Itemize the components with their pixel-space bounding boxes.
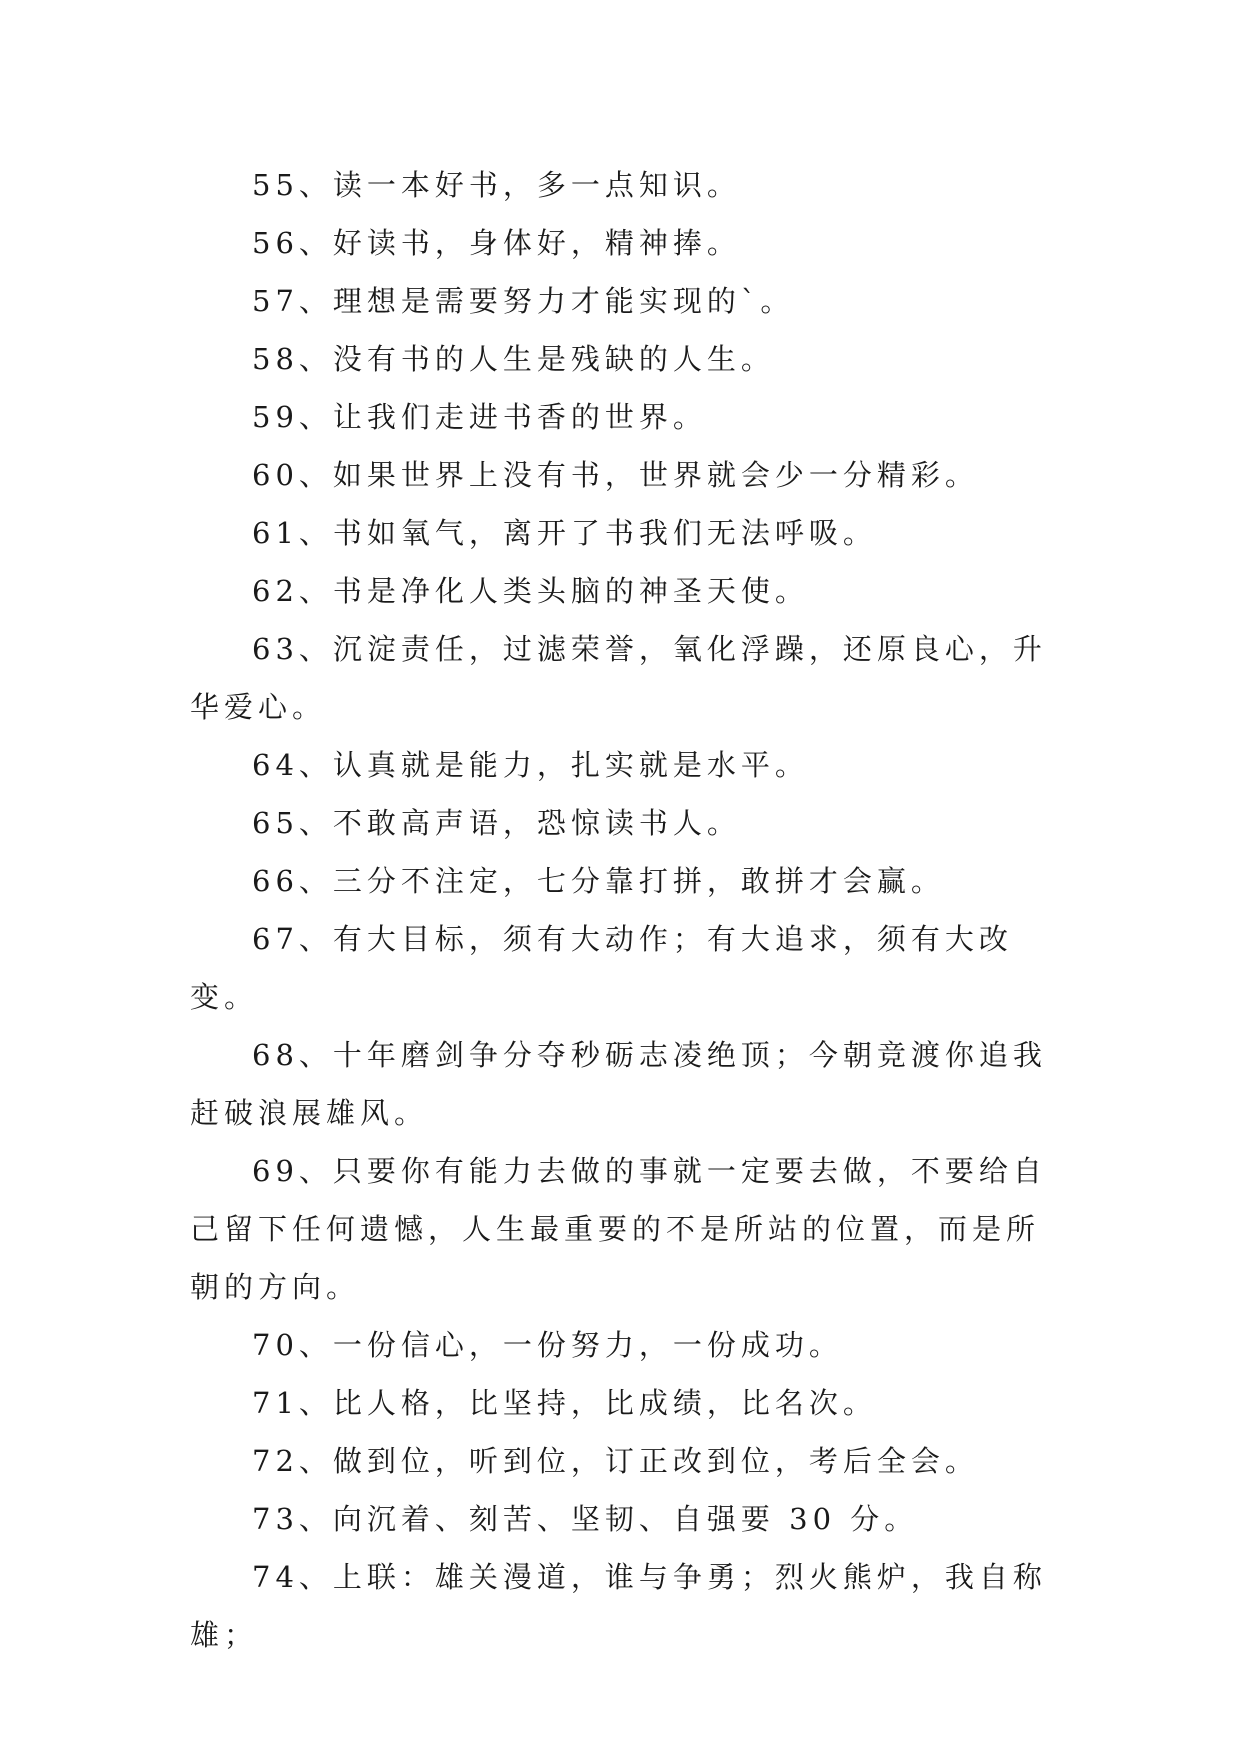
paragraph-66: 66、三分不注定，七分靠打拼，敢拼才会赢。 bbox=[252, 864, 945, 898]
paragraph-62: 62、书是净化人类头脑的神圣天使。 bbox=[252, 574, 809, 608]
paragraph-57: 57、理想是需要努力才能实现的`。 bbox=[252, 284, 795, 318]
paragraph-73: 73、向沉着、刻苦、坚韧、自强要 30 分。 bbox=[252, 1502, 919, 1536]
paragraph-64: 64、认真就是能力，扎实就是水平。 bbox=[252, 748, 809, 782]
paragraph-70: 70、一份信心，一份努力，一份成功。 bbox=[252, 1328, 843, 1362]
paragraph-74: 74、上联：雄关漫道，谁与争勇；烈火熊炉，我自称雄； bbox=[190, 1560, 1047, 1652]
paragraph-71: 71、比人格，比坚持，比成绩，比名次。 bbox=[252, 1386, 877, 1420]
paragraph-69: 69、只要你有能力去做的事就一定要去做，不要给自己留下任何遗憾，人生最重要的不是所站的位置，而是所朝的方向。 bbox=[190, 1154, 1047, 1304]
paragraph-67: 67、有大目标，须有大动作；有大追求，须有大改变。 bbox=[190, 922, 1013, 1014]
paragraph-68: 68、十年磨剑争分夺秒砺志凌绝顶；今朝竞渡你追我赶破浪展雄风。 bbox=[190, 1038, 1047, 1130]
paragraph-60: 60、如果世界上没有书，世界就会少一分精彩。 bbox=[252, 458, 979, 492]
paragraph-61: 61、书如氧气，离开了书我们无法呼吸。 bbox=[252, 516, 877, 550]
paragraph-65: 65、不敢高声语，恐惊读书人。 bbox=[252, 806, 741, 840]
document-body bbox=[190, 156, 1050, 1664]
paragraph-55: 55、读一本好书，多一点知识。 bbox=[252, 168, 741, 202]
paragraph-72: 72、做到位，听到位，订正改到位，考后全会。 bbox=[252, 1444, 979, 1478]
paragraph-63: 63、沉淀责任，过滤荣誉，氧化浮躁，还原良心，升华爱心。 bbox=[190, 632, 1047, 724]
paragraph-56: 56、好读书，身体好，精神捧。 bbox=[252, 226, 741, 260]
paragraph-58: 58、没有书的人生是残缺的人生。 bbox=[252, 342, 775, 376]
paragraph-59: 59、让我们走进书香的世界。 bbox=[252, 400, 707, 434]
